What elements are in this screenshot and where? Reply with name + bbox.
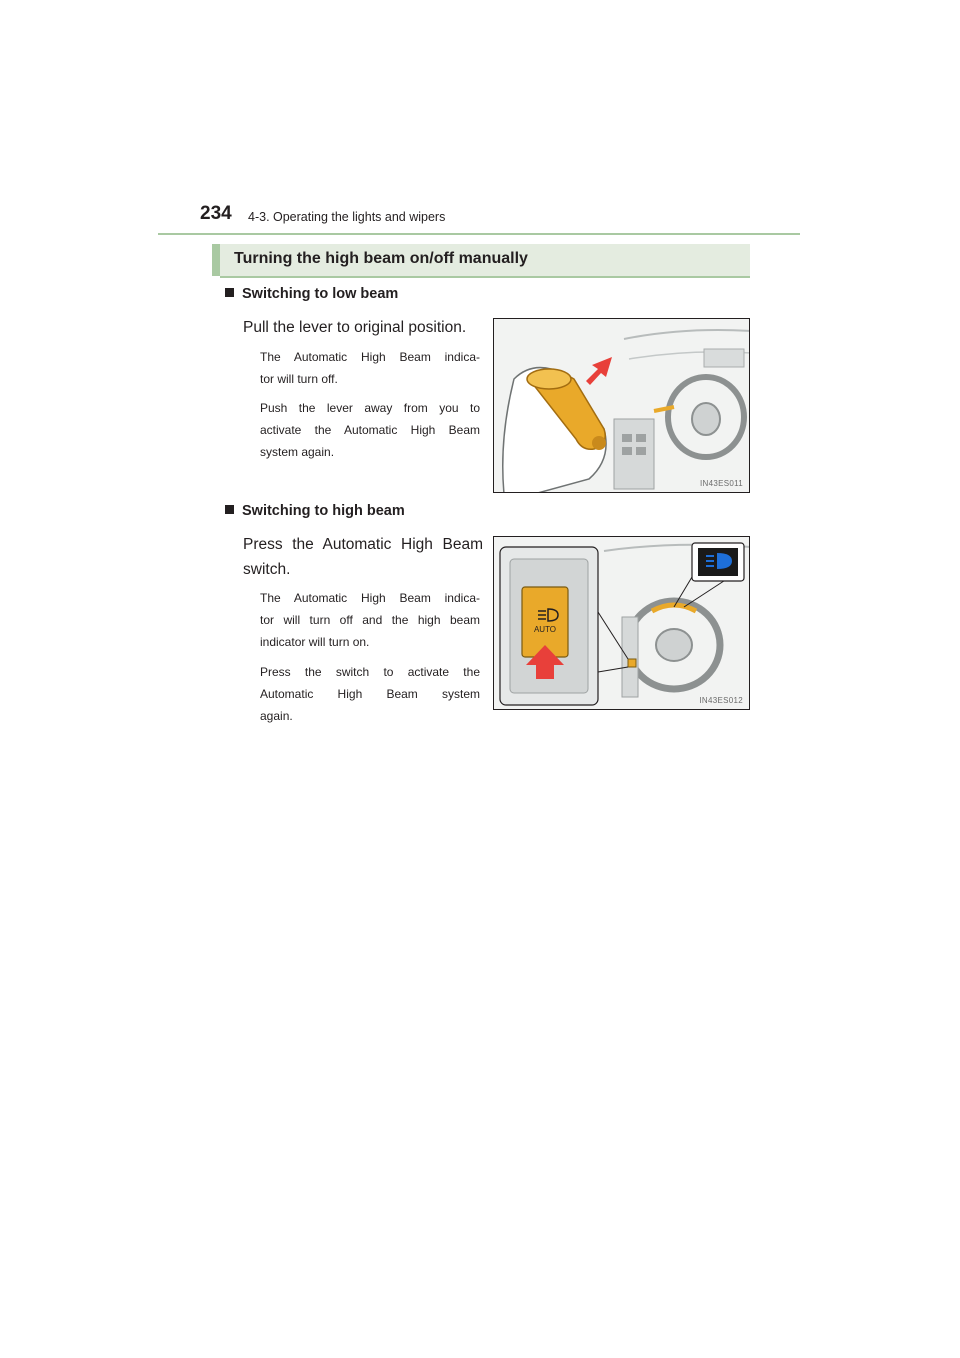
square-bullet-icon	[225, 288, 234, 297]
header-divider	[158, 233, 800, 235]
red-arrow-icon	[586, 357, 612, 385]
high-beam-heading: Switching to high beam	[225, 503, 405, 519]
page-number: 234	[200, 203, 232, 224]
figure-code: IN43ES012	[699, 696, 743, 705]
square-bullet-icon	[225, 505, 234, 514]
low-beam-note-2: Push the lever away from you to activate the Automatic High Beam system again.	[260, 401, 480, 459]
switch-label: AUTO	[533, 625, 557, 634]
figure-code: IN43ES011	[699, 479, 743, 488]
high-beam-note-1: The Automatic High Beam indica- tor will turn off and the high beam indicator will turn on.	[260, 591, 480, 649]
dashboard-illustration	[494, 537, 750, 710]
section-title-bar	[212, 244, 750, 276]
low-beam-step: Pull the lever to original position.	[243, 319, 467, 336]
high-beam-step: Press the Automatic High Beam switch.	[243, 536, 483, 578]
section-header: 4-3. Operating the lights and wipers	[248, 210, 446, 224]
auto-switch-figure	[493, 536, 750, 710]
low-beam-heading: Switching to low beam	[225, 286, 398, 302]
lever-illustration	[494, 319, 750, 493]
section-divider	[220, 276, 750, 278]
section-title: Turning the high beam on/off manually	[234, 250, 528, 267]
low-beam-note-1: The Automatic High Beam indica- tor will turn off.	[260, 350, 480, 386]
high-beam-note-2: Press the switch to activate the Automatic High Beam system again.	[260, 665, 480, 723]
lever-figure	[493, 318, 750, 493]
high-beam-indicator-icon	[706, 553, 732, 569]
